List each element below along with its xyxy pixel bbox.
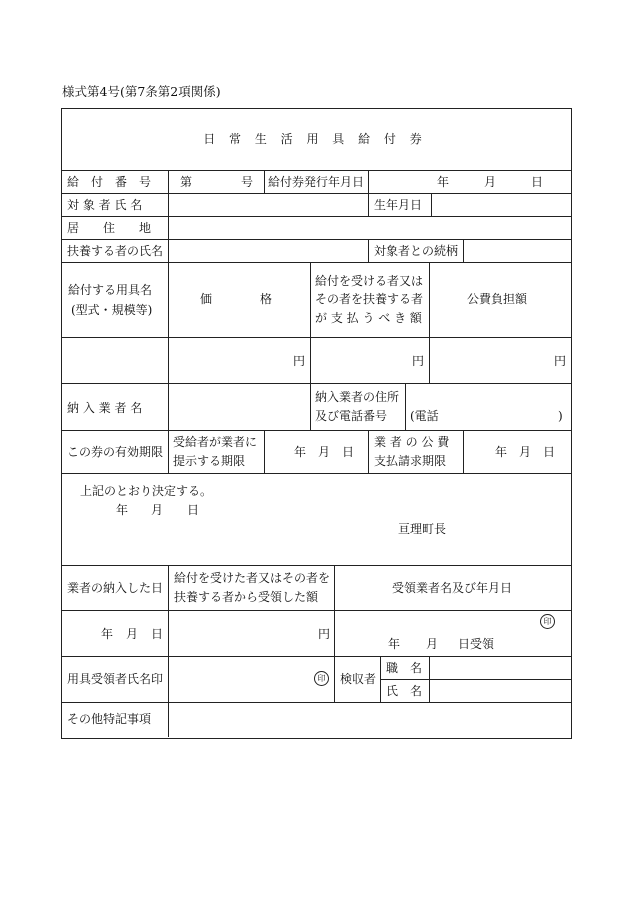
label-birth-date: 生年月日 — [374, 198, 423, 212]
yen-unit-kohi: 円 — [554, 354, 567, 368]
label-seikyu-year: 年 — [495, 445, 508, 459]
decision-month: 月 — [151, 503, 164, 517]
nonyu-month: 月 — [126, 627, 139, 641]
label-kohi-futan: 公費負担額 — [467, 292, 528, 306]
label-go: 号 — [241, 175, 254, 189]
label-teiji-line1: 受給者が業者に — [173, 435, 258, 449]
label-gyosha-phone: 及び電話番号 — [315, 409, 388, 423]
label-tel-open: (電話 — [410, 409, 439, 423]
label-nonyu-date: 業者の納入した日 — [67, 581, 164, 595]
label-futan-line1: 給付を受ける者又は — [315, 274, 424, 288]
juryo-month: 月 — [426, 637, 439, 651]
label-kakaku: 価 格 — [200, 292, 273, 306]
yen-unit-futan: 円 — [412, 354, 425, 368]
label-day: 日 — [531, 175, 544, 189]
form-number-label: 様式第4号(第7条第2項関係) — [62, 84, 221, 99]
label-dai: 第 — [180, 175, 193, 189]
label-juryo-gyosha: 受領業者名及び年月日 — [392, 581, 513, 595]
label-seikyu-line1: 業 者 の 公 費 — [374, 435, 450, 449]
label-gyosha-address: 納入業者の住所 — [315, 390, 400, 404]
label-juryo-gaku-line1: 給付を受けた者又はその者を — [174, 571, 331, 585]
label-kyufu-bango: 給 付 番 号 — [67, 175, 152, 189]
nonyu-day: 日 — [151, 627, 164, 641]
label-seikyu-month: 月 — [519, 445, 532, 459]
label-yuko-kigen: この券の有効期限 — [67, 445, 164, 459]
label-seikyu-day: 日 — [543, 445, 556, 459]
form-title: 日 常 生 活 用 具 給 付 券 — [203, 132, 427, 146]
label-shi-mei: 氏 名 — [386, 684, 423, 698]
label-teiji-line2: 提示する期限 — [173, 454, 246, 468]
label-teiji-year: 年 — [294, 445, 307, 459]
label-uketori-name: 用具受領者氏名印 — [67, 672, 164, 686]
label-teiji-day: 日 — [342, 445, 355, 459]
label-tokki-jiko: その他特記事項 — [67, 712, 152, 726]
label-kenshusha: 検収者 — [340, 672, 377, 686]
label-kyojuchi: 居 住 地 — [67, 221, 152, 235]
label-zokugara: 対象者との続柄 — [374, 244, 459, 258]
label-hakko-date: 給付券発行年月日 — [268, 175, 365, 189]
yen-unit-kakaku: 円 — [293, 354, 306, 368]
label-taisho-name: 対 象 者 氏 名 — [67, 198, 143, 212]
label-juryo-gaku-line2: 扶養する者から受領した額 — [174, 590, 319, 604]
label-tel-close: ) — [558, 409, 563, 423]
label-futan-line3: が 支 払 う べ き 額 — [315, 311, 422, 325]
seal-mark-gyosha: 印 — [540, 614, 555, 629]
label-yogu-name: 給付する用具名 — [68, 283, 153, 297]
label-year: 年 — [437, 175, 450, 189]
juryo-year: 年 — [388, 637, 401, 651]
label-gyosha-name: 納 入 業 者 名 — [67, 401, 143, 415]
label-fuyo-name: 扶養する者の氏名 — [67, 244, 164, 258]
label-seikyu-line2: 支払請求期限 — [374, 454, 447, 468]
label-shoku-mei: 職 名 — [386, 661, 423, 675]
nonyu-year: 年 — [101, 627, 114, 641]
seal-mark-uketori: 印 — [314, 671, 329, 686]
decision-year: 年 — [116, 503, 129, 517]
label-teiji-month: 月 — [318, 445, 331, 459]
label-futan-line2: その者を扶養する者 — [315, 292, 424, 306]
juryo-day-label: 日受領 — [458, 637, 495, 651]
yen-unit-juryo: 円 — [318, 627, 331, 641]
label-month: 月 — [484, 175, 497, 189]
label-yogu-spec: (型式・規模等) — [71, 303, 153, 317]
decision-day: 日 — [187, 503, 200, 517]
decision-text: 上記のとおり決定する。 — [80, 484, 213, 498]
mayor-signature: 亘理町長 — [398, 522, 447, 536]
